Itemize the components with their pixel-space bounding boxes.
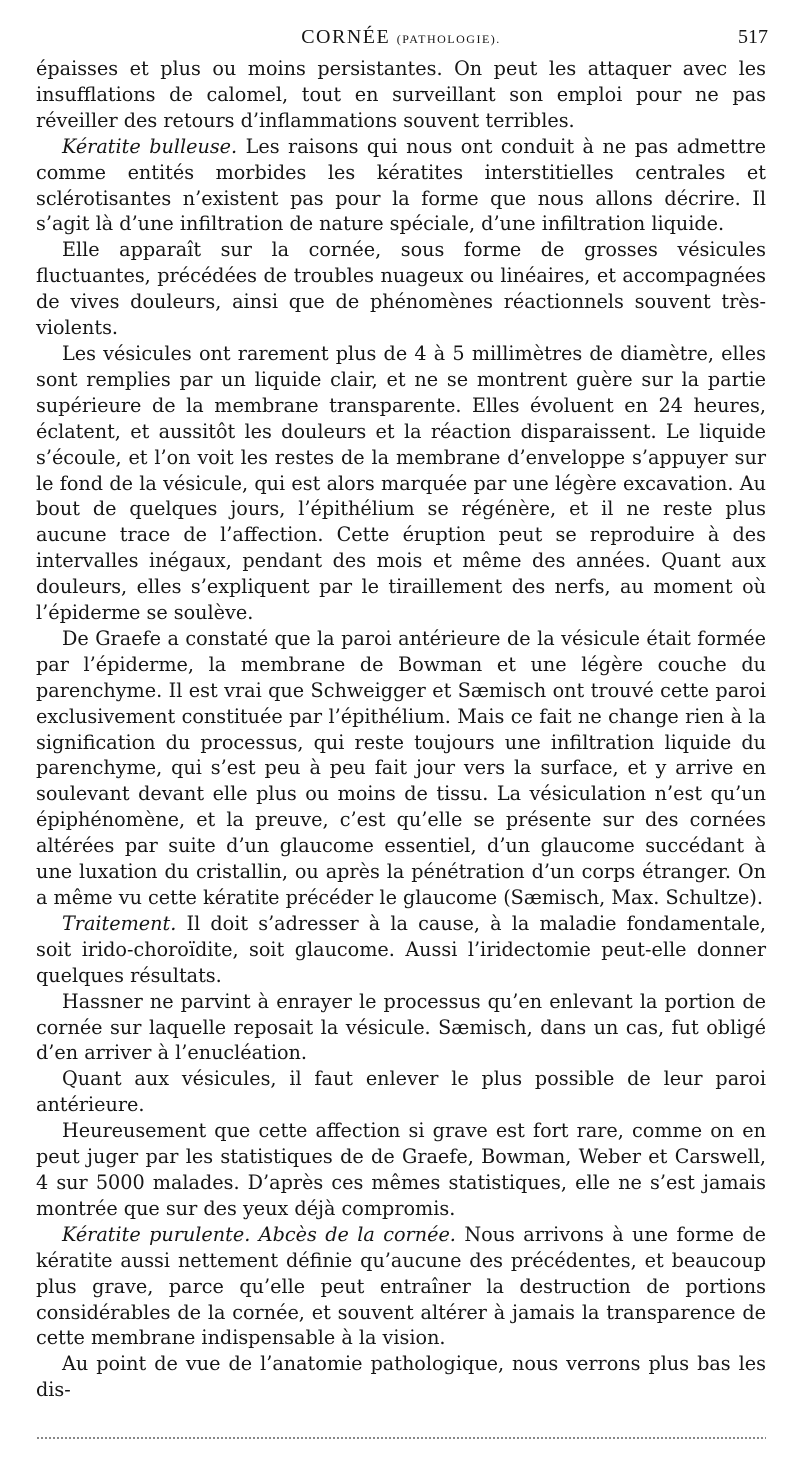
paragraph-text: Au point de vue de l’anatomie pathologique, nous verrons plus bas les dis-: [36, 1352, 766, 1402]
paragraph-text: Quant aux vésicules, il faut enlever le plus possible de leur paroi antérieure.: [36, 1067, 766, 1117]
paragraph: [36, 237, 766, 341]
paragraph: [36, 1222, 766, 1352]
section-heading: Kératite bulleuse.: [62, 134, 238, 158]
page-number: 517: [738, 26, 768, 48]
paragraph: [36, 1118, 766, 1222]
footer-dotted-rule: [36, 1436, 766, 1440]
paragraph-text: Heureusement que cette affection si grave est fort rare, comme on en peut juger par les statistiques de de Graefe, Bowman, Weber et Carswell, 4 sur 5000 malades. D’après ces mêmes statistiques, elle ne s’est jamais montrée que sur des yeux déjà compromis.: [36, 1119, 766, 1220]
paragraph: [36, 1066, 766, 1118]
paragraph: [36, 56, 766, 134]
paragraph-text: Il doit s’adresser à la cause, à la maladie fondamentale, soit irido-choroïdite, soit glaucome. Aussi l’iridectomie peut-elle donner quelques résultats.: [36, 911, 766, 987]
paragraph-text: Hassner ne parvint à enrayer le processus qu’en enlevant la portion de cornée sur laquelle reposait la vésicule. Sæmisch, dans un cas, fut obligé d’en arriver à l’enucléation.: [36, 989, 766, 1065]
paragraph: [36, 341, 766, 626]
paragraph-text: épaisses et plus ou moins persistantes. On peut les attaquer avec les insufflations de calomel, tout en surveillant son emploi pour ne pas réveiller des retours d’inflammations souvent terribles.: [36, 57, 766, 132]
body-text: [36, 56, 766, 1403]
paragraph-text: Nous arrivons à une forme de kératite aussi nettement définie qu’aucune des précédentes, et beaucoup plus grave, parce qu’elle peut entraîner la destruction de portions considérables de la cornée, et souvent altérer à jamais la transparence de cette membrane indispensable à la vision.: [36, 1222, 766, 1350]
paragraph: [36, 626, 766, 911]
paragraph-text: De Graefe a constaté que la paroi antérieure de la vésicule était formée par l’épiderme, la membrane de Bowman et une légère couche du parenchyme. Il est vrai que Schweigger et Sæmisch ont trouvé cette paroi exclusivement constituée par l’épithélium. Mais ce fait ne change rien à la signification du processus, qui reste toujours une infiltration liquide du parenchyme, qui s’est peu à peu fait jour vers la surface, et y arrive en soulevant devant elle plus ou moins de tissu. La vésiculation n’est qu’un épiphénomène, et la preuve, c’est qu’elle se présente sur des cornées altérées par suite d’un glaucome essentiel, d’un glaucome succédant à une luxation du cristallin, ou après la pénétration d’un corps étranger. On a même vu cette kératite précéder le glaucome (Sæmisch, Max. Schultze).: [36, 626, 766, 909]
paragraph-text: Elle apparaît sur la cornée, sous forme de grosses vésicules fluctuantes, précédées de troubles nuageux ou linéaires, et accompagnées de vives douleurs, ainsi que de phénomènes réactionnels souvent très-violents.: [36, 238, 766, 340]
paragraph: [36, 134, 766, 238]
section-heading: Traitement.: [62, 911, 177, 935]
header-title-main: CORNÉE: [301, 26, 391, 48]
section-heading: Kératite purulente. Abcès de la cornée.: [62, 1222, 456, 1246]
paragraph-text: Les raisons qui nous ont conduit à ne pas admettre comme entités morbides les kératites interstitielles centrales et sclérotisantes n’existent pas pour la forme que nous allons décrire. Il s’agit là d’une infiltration de nature spéciale, d’une infiltration liquide.: [36, 134, 766, 236]
running-header: [36, 0, 766, 56]
book-page: [36, 0, 766, 1403]
header-subtitle: (PATHOLOGIE).: [396, 32, 501, 46]
header-title: [36, 26, 766, 49]
paragraph-text: Les vésicules ont rarement plus de 4 à 5 millimètres de diamètre, elles sont remplies par un liquide clair, et ne se montrent guère sur la partie supérieure de la membrane transparente. Elles évoluent en 24 heures, éclatent, et aussitôt les douleurs et la réaction disparaissent. Le liquide s’écoule, et l’on voit les restes de la membrane d’enveloppe s’appuyer sur le fond de la vésicule, qui est alors marquée par une légère excavation. Au bout de quelques jours, l’épithélium se régénère, et il ne reste plus aucune trace de l’affection. Cette éruption peut se reproduire à des intervalles inégaux, pendant des mois et même des années. Quant aux douleurs, elles s’expliquent par le tiraillement des nerfs, au moment où l’épiderme se soulève.: [36, 341, 766, 625]
paragraph: [36, 911, 766, 989]
paragraph: [36, 989, 766, 1067]
paragraph: [36, 1351, 766, 1403]
